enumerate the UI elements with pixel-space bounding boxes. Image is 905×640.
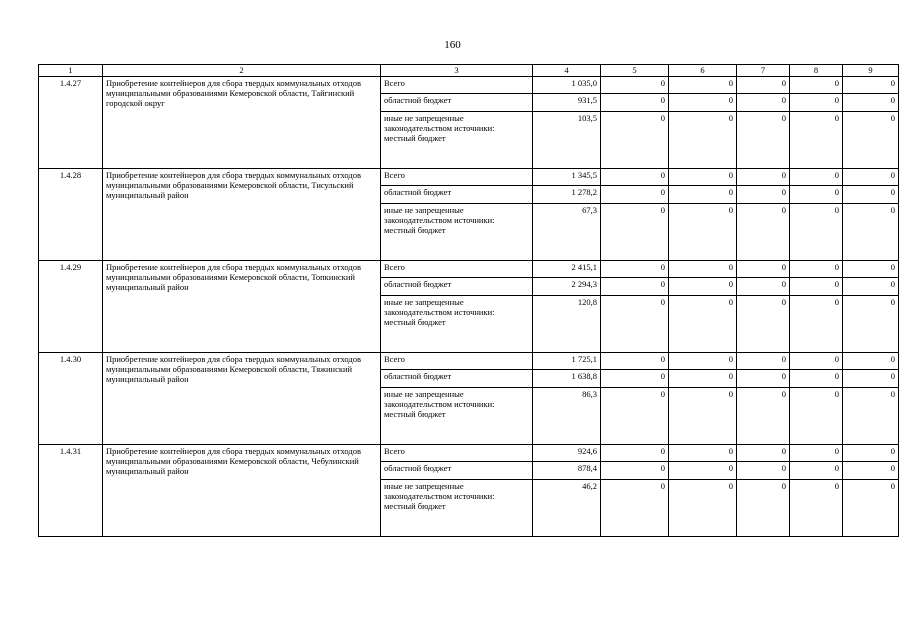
amount-total: 120,8 xyxy=(533,296,601,353)
amount-year: 0 xyxy=(601,112,669,169)
item-code: 1.4.27 xyxy=(39,77,103,169)
amount-year: 0 xyxy=(669,169,737,186)
amount-year: 0 xyxy=(737,353,790,370)
amount-year: 0 xyxy=(790,112,843,169)
amount-year: 0 xyxy=(790,169,843,186)
amount-year: 0 xyxy=(669,296,737,353)
amount-year: 0 xyxy=(737,370,790,388)
table-row xyxy=(39,261,899,278)
amount-year: 0 xyxy=(669,261,737,278)
funding-source-label: иные не запрещенные законодательством источники: xyxy=(384,113,495,133)
amount-year: 0 xyxy=(601,462,669,480)
amount-year: 0 xyxy=(737,462,790,480)
amount-total: 2 294,3 xyxy=(533,278,601,296)
funding-source: Всего xyxy=(381,445,533,462)
funding-source-label: иные не запрещенные законодательством источники: xyxy=(384,205,495,225)
amount-year: 0 xyxy=(601,94,669,112)
amount-year: 0 xyxy=(669,112,737,169)
amount-total: 1 725,1 xyxy=(533,353,601,370)
item-code: 1.4.31 xyxy=(39,445,103,537)
funding-source-sublabel: местный бюджет xyxy=(384,409,446,419)
amount-year: 0 xyxy=(669,94,737,112)
amount-year: 0 xyxy=(790,77,843,94)
amount-year: 0 xyxy=(843,480,899,537)
funding-source-sublabel: местный бюджет xyxy=(384,133,446,143)
amount-year: 0 xyxy=(737,388,790,445)
amount-year: 0 xyxy=(737,278,790,296)
funding-source xyxy=(381,112,533,169)
amount-year: 0 xyxy=(601,370,669,388)
amount-year: 0 xyxy=(790,186,843,204)
amount-year: 0 xyxy=(669,480,737,537)
column-header: 4 xyxy=(533,65,601,77)
amount-total: 103,5 xyxy=(533,112,601,169)
amount-year: 0 xyxy=(843,186,899,204)
header-row xyxy=(39,65,899,77)
amount-year: 0 xyxy=(669,77,737,94)
amount-year: 0 xyxy=(737,261,790,278)
amount-year: 0 xyxy=(790,480,843,537)
amount-total: 924,6 xyxy=(533,445,601,462)
table-row xyxy=(39,169,899,186)
table-row xyxy=(39,445,899,462)
table-body xyxy=(39,65,899,537)
funding-source: Всего xyxy=(381,353,533,370)
amount-year: 0 xyxy=(790,204,843,261)
amount-year: 0 xyxy=(790,388,843,445)
amount-year: 0 xyxy=(737,77,790,94)
amount-year: 0 xyxy=(737,480,790,537)
amount-year: 0 xyxy=(790,278,843,296)
funding-source-label: иные не запрещенные законодательством источники: xyxy=(384,297,495,317)
amount-total: 1 638,8 xyxy=(533,370,601,388)
amount-year: 0 xyxy=(601,296,669,353)
amount-year: 0 xyxy=(669,462,737,480)
funding-source-label: иные не запрещенные законодательством источники: xyxy=(384,481,495,501)
column-header: 9 xyxy=(843,65,899,77)
funding-source: областной бюджет xyxy=(381,278,533,296)
amount-total: 46,2 xyxy=(533,480,601,537)
column-header: 7 xyxy=(737,65,790,77)
item-description: Приобретение контейнеров для сбора твердых коммунальных отходов муниципальными образованиями Кемеровской области, Тяжинский муниципальный район xyxy=(103,353,381,445)
item-code: 1.4.28 xyxy=(39,169,103,261)
funding-source: областной бюджет xyxy=(381,370,533,388)
amount-year: 0 xyxy=(669,445,737,462)
amount-year: 0 xyxy=(737,296,790,353)
funding-source xyxy=(381,388,533,445)
table-row xyxy=(39,77,899,94)
amount-year: 0 xyxy=(601,186,669,204)
funding-source-sublabel: местный бюджет xyxy=(384,317,446,327)
amount-year: 0 xyxy=(790,296,843,353)
amount-year: 0 xyxy=(669,388,737,445)
funding-source-label: иные не запрещенные законодательством источники: xyxy=(384,389,495,409)
funding-source: областной бюджет xyxy=(381,462,533,480)
amount-total: 878,4 xyxy=(533,462,601,480)
amount-year: 0 xyxy=(669,278,737,296)
amount-year: 0 xyxy=(843,462,899,480)
item-description: Приобретение контейнеров для сбора твердых коммунальных отходов муниципальными образованиями Кемеровской области, Тайгинский городской округ xyxy=(103,77,381,169)
column-header: 8 xyxy=(790,65,843,77)
amount-year: 0 xyxy=(669,186,737,204)
amount-year: 0 xyxy=(790,462,843,480)
item-description: Приобретение контейнеров для сбора твердых коммунальных отходов муниципальными образованиями Кемеровской области, Тисульский муниципальный район xyxy=(103,169,381,261)
amount-year: 0 xyxy=(843,112,899,169)
item-code: 1.4.29 xyxy=(39,261,103,353)
amount-total: 2 415,1 xyxy=(533,261,601,278)
amount-year: 0 xyxy=(601,445,669,462)
amount-total: 1 035,0 xyxy=(533,77,601,94)
amount-year: 0 xyxy=(843,388,899,445)
amount-year: 0 xyxy=(790,445,843,462)
amount-year: 0 xyxy=(601,169,669,186)
amount-year: 0 xyxy=(790,261,843,278)
funding-source-sublabel: местный бюджет xyxy=(384,225,446,235)
amount-year: 0 xyxy=(737,169,790,186)
amount-year: 0 xyxy=(601,261,669,278)
amount-total: 86,3 xyxy=(533,388,601,445)
amount-year: 0 xyxy=(790,353,843,370)
funding-source-sublabel: местный бюджет xyxy=(384,501,446,511)
amount-year: 0 xyxy=(843,445,899,462)
column-header: 2 xyxy=(103,65,381,77)
amount-year: 0 xyxy=(601,278,669,296)
funding-source xyxy=(381,296,533,353)
amount-year: 0 xyxy=(669,204,737,261)
funding-source: областной бюджет xyxy=(381,94,533,112)
item-description: Приобретение контейнеров для сбора твердых коммунальных отходов муниципальными образованиями Кемеровской области, Топкинский муниципальный район xyxy=(103,261,381,353)
funding-source: Всего xyxy=(381,261,533,278)
amount-year: 0 xyxy=(843,370,899,388)
amount-year: 0 xyxy=(843,296,899,353)
amount-year: 0 xyxy=(843,353,899,370)
budget-table xyxy=(38,64,899,537)
amount-year: 0 xyxy=(601,204,669,261)
amount-total: 1 278,2 xyxy=(533,186,601,204)
amount-year: 0 xyxy=(669,370,737,388)
amount-year: 0 xyxy=(843,169,899,186)
amount-total: 931,5 xyxy=(533,94,601,112)
funding-source xyxy=(381,480,533,537)
funding-source xyxy=(381,204,533,261)
item-description: Приобретение контейнеров для сбора твердых коммунальных отходов муниципальными образованиями Кемеровской области, Чебулинский муниципальный район xyxy=(103,445,381,537)
page-number: 160 xyxy=(444,39,461,51)
amount-year: 0 xyxy=(669,353,737,370)
amount-year: 0 xyxy=(601,388,669,445)
amount-year: 0 xyxy=(737,94,790,112)
funding-source: областной бюджет xyxy=(381,186,533,204)
funding-source: Всего xyxy=(381,77,533,94)
table-row xyxy=(39,353,899,370)
amount-year: 0 xyxy=(737,204,790,261)
amount-year: 0 xyxy=(843,94,899,112)
column-header: 3 xyxy=(381,65,533,77)
amount-year: 0 xyxy=(843,278,899,296)
amount-year: 0 xyxy=(737,186,790,204)
amount-year: 0 xyxy=(601,353,669,370)
funding-source: Всего xyxy=(381,169,533,186)
amount-year: 0 xyxy=(737,112,790,169)
column-header: 6 xyxy=(669,65,737,77)
amount-total: 1 345,5 xyxy=(533,169,601,186)
item-code: 1.4.30 xyxy=(39,353,103,445)
amount-year: 0 xyxy=(843,204,899,261)
amount-total: 67,3 xyxy=(533,204,601,261)
column-header: 1 xyxy=(39,65,103,77)
amount-year: 0 xyxy=(843,77,899,94)
amount-year: 0 xyxy=(790,370,843,388)
amount-year: 0 xyxy=(790,94,843,112)
amount-year: 0 xyxy=(601,480,669,537)
amount-year: 0 xyxy=(601,77,669,94)
column-header: 5 xyxy=(601,65,669,77)
amount-year: 0 xyxy=(737,445,790,462)
amount-year: 0 xyxy=(843,261,899,278)
